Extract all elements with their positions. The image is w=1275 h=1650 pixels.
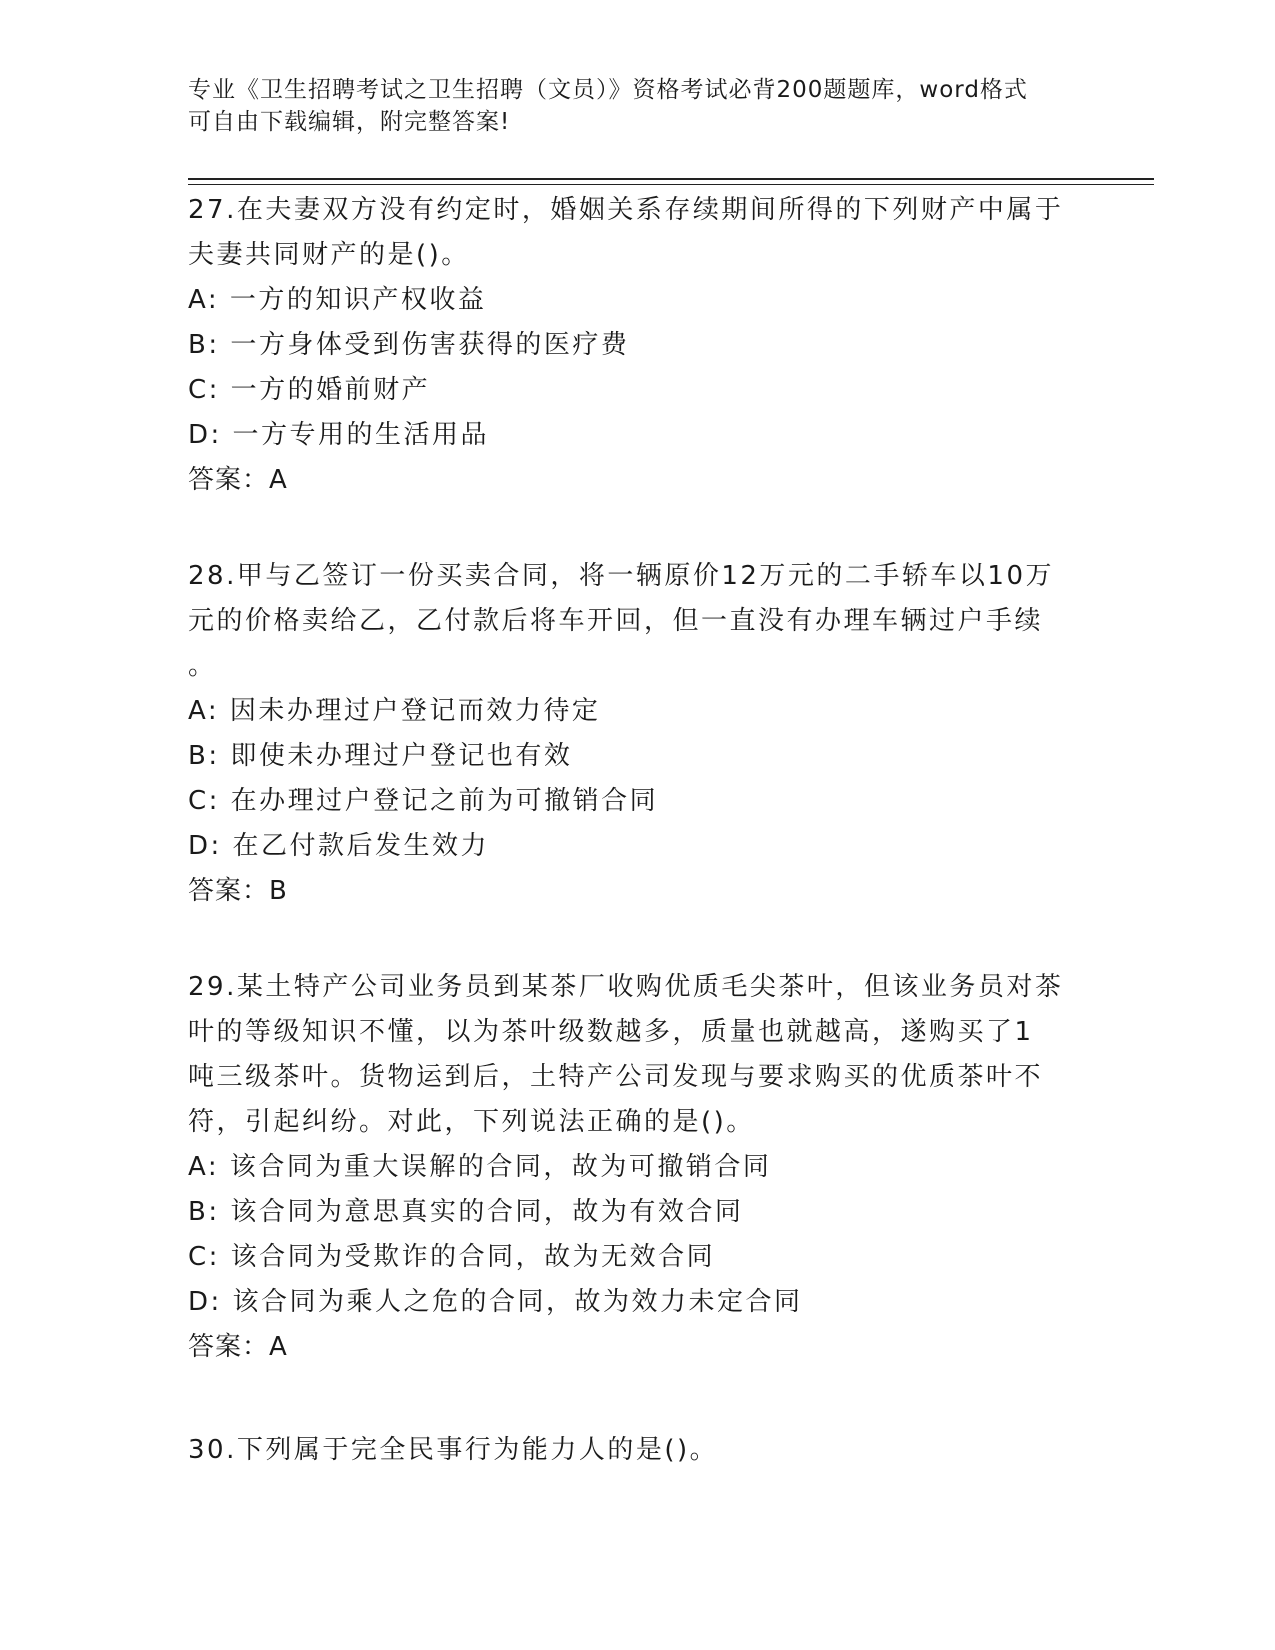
header-divider-thin (188, 184, 1154, 185)
question-stem-line: 28.甲与乙签订一份买卖合同，将一辆原价12万元的二手轿车以10万 (188, 561, 1055, 591)
option-d: D: 在乙付款后发生效力 (188, 831, 490, 861)
option-b: B: 一方身体受到伤害获得的医疗费 (188, 330, 630, 360)
option-b: B: 即使未办理过户登记也有效 (188, 741, 573, 771)
option-a: A: 因未办理过户登记而效力待定 (188, 696, 601, 726)
question-stem-line: 叶的等级知识不懂，以为茶叶级数越多，质量也就越高，遂购买了1 (188, 1017, 1034, 1047)
answer-label: 答案：A (188, 1332, 288, 1362)
question-28 (188, 554, 1078, 914)
question-stem-line: 元的价格卖给乙，乙付款后将车开回，但一直没有办理车辆过户手续 (188, 606, 1044, 636)
question-stem-line: 。 (188, 651, 217, 681)
option-b: B: 该合同为意思真实的合同，故为有效合同 (188, 1197, 744, 1227)
question-29 (188, 965, 1078, 1370)
option-a: A: 一方的知识产权收益 (188, 285, 487, 315)
question-stem-line: 29.某土特产公司业务员到某茶厂收购优质毛尖茶叶，但该业务员对茶 (188, 972, 1064, 1002)
question-30 (188, 1428, 1078, 1473)
answer-label: 答案：B (188, 876, 288, 906)
option-c: C: 该合同为受欺诈的合同，故为无效合同 (188, 1242, 716, 1272)
option-c: C: 在办理过户登记之前为可撤销合同 (188, 786, 659, 816)
question-27 (188, 188, 1078, 503)
question-stem-line: 30.下列属于完全民事行为能力人的是()。 (188, 1435, 719, 1465)
answer-label: 答案：A (188, 465, 288, 495)
header-subtitle-line: 可自由下载编辑，附完整答案! (188, 109, 511, 135)
option-d: D: 该合同为乘人之危的合同，故为效力未定合同 (188, 1287, 803, 1317)
question-stem-line: 27.在夫妻双方没有约定时，婚姻关系存续期间所得的下列财产中属于 (188, 195, 1064, 225)
question-stem-line: 吨三级茶叶。货物运到后，土特产公司发现与要求购买的优质茶叶不 (188, 1062, 1044, 1092)
option-d: D: 一方专用的生活用品 (188, 420, 490, 450)
document-header (188, 74, 1058, 138)
option-a: A: 该合同为重大误解的合同，故为可撤销合同 (188, 1152, 772, 1182)
question-stem-line: 夫妻共同财产的是()。 (188, 240, 470, 270)
question-stem-line: 符，引起纠纷。对此，下列说法正确的是()。 (188, 1107, 755, 1137)
header-divider (188, 178, 1154, 180)
option-c: C: 一方的婚前财产 (188, 375, 431, 405)
header-title-line: 专业《卫生招聘考试之卫生招聘（文员）》资格考试必背200题题库，word格式 (188, 77, 1028, 103)
